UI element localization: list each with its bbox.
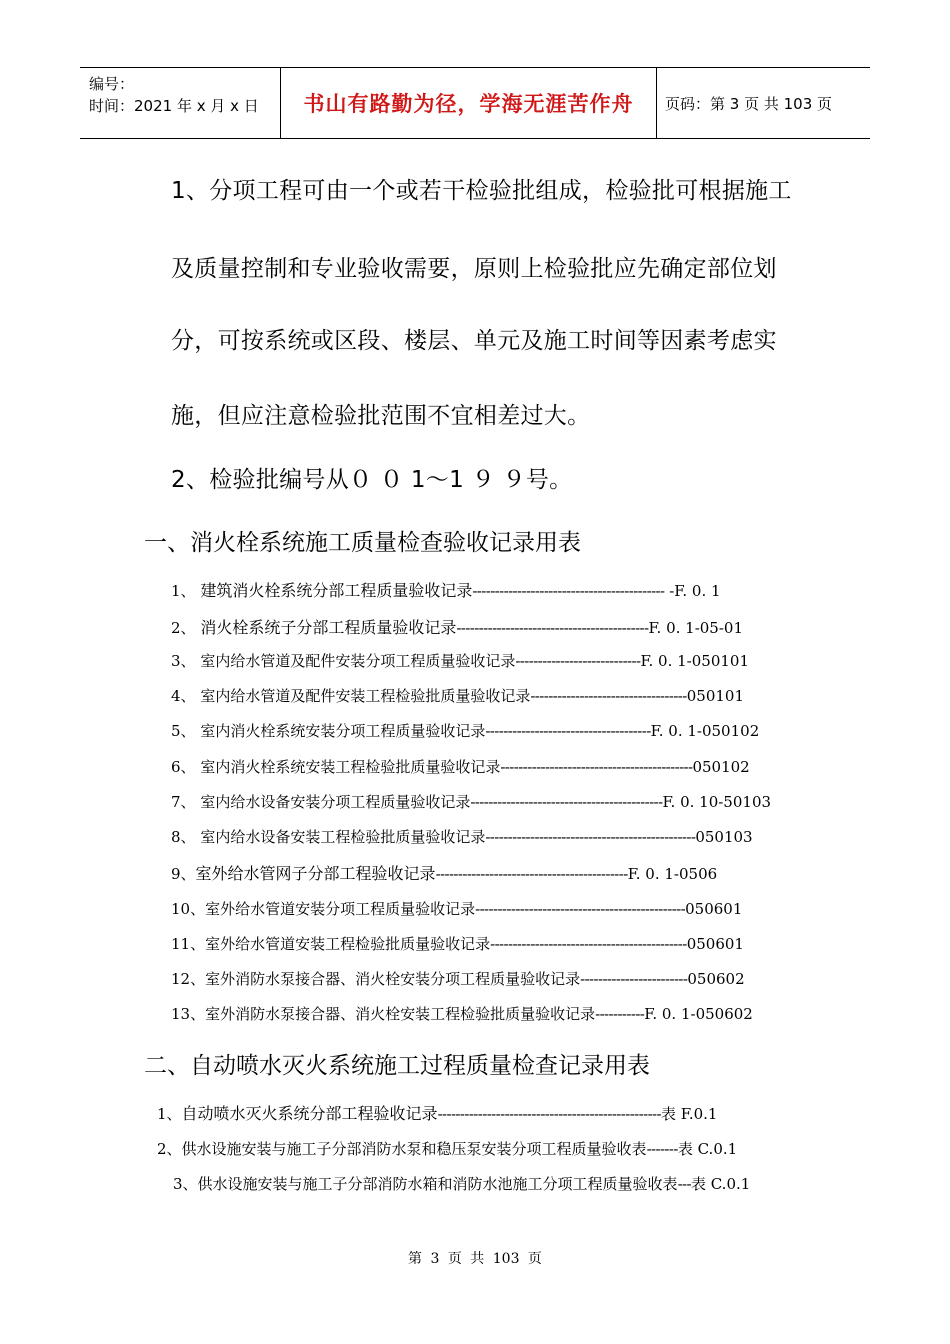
toc-entry-dots: ------------------------------------------- [470,793,663,811]
toc-entry-dots: ------------------------------------- [485,722,651,740]
toc-entry [171,791,771,812]
toc-entry-number: 3、 [173,1175,198,1193]
toc-entry-title: 建筑消火栓系统分部工程质量验收记录 [200,581,473,600]
section-2-title: 二、自动喷水灭火系统施工过程质量检查记录用表 [144,1053,650,1079]
toc-entry-number: 10、 [171,900,206,918]
toc-entry-code: 050101 [686,687,744,705]
header-left-cell [80,68,281,138]
toc-entry [171,650,749,671]
toc-entry-dots: ------------------------------------------- [456,619,649,637]
toc-entry [171,898,742,919]
toc-entry-title: 室外消防水泵接合器、消火栓安装分项工程质量验收记录 [205,970,581,988]
toc-entry-dots: -------------------------------------------------- [437,1105,661,1123]
toc-entry-code: F. 0. 1-050101 [640,652,750,670]
toc-entry-title: 室内给水设备安装分项工程质量验收记录 [200,793,471,811]
toc-entry [171,615,743,638]
document-time-label: 时间：2021 年 x 月 x 日 [89,97,259,115]
toc-entry-dots: ----------------------------------------------- [485,828,696,846]
toc-entry [171,968,745,989]
toc-entry-dots: ------------------------------------------- [435,865,628,883]
toc-entry [173,1173,750,1194]
toc-entry-code: 050602 [687,970,745,988]
toc-entry-dots: ------- [646,1140,678,1158]
toc-entry-code: F. 0. 1-050102 [650,722,760,740]
toc-entry-title: 室外给水管网子分部工程验收记录 [195,864,436,883]
toc-entry-number: 3、 [171,652,201,670]
toc-entry-dots: -------------------------------------------- [490,935,687,953]
toc-entry-number: 9、 [171,865,196,883]
page-footer: 第 3 页 共 103 页 [408,1251,542,1267]
header-motto: 书山有路勤为径，学海无涯苦作舟 [303,92,634,116]
toc-entry-number: 4、 [171,687,201,705]
toc-entry-title: 室内给水管道及配件安装分项工程质量验收记录 [200,652,516,670]
toc-entry-title: 室内消火栓系统安装工程检验批质量验收记录 [200,758,501,776]
toc-entry [171,685,744,706]
toc-entry-number: 1、 [171,582,201,600]
toc-entry-number: 6、 [171,758,201,776]
toc-entry-title: 室外消防水泵接合器、消火栓安装工程检验批质量验收记录 [205,1005,596,1023]
page-header [80,67,870,139]
toc-entry-number: 12、 [171,970,206,988]
toc-entry-code: 050601 [686,935,744,953]
toc-entry [171,578,721,601]
toc-entry [171,720,759,741]
toc-entry-number: 8、 [171,828,201,846]
paragraph-1-line-1: 1、分项工程可由一个或若干检验批组成，检验批可根据施工 [171,178,792,204]
toc-entry-dots: --- [677,1175,691,1193]
toc-entry-code: 表 C.0.1 [677,1140,738,1158]
header-middle-cell [281,68,657,138]
toc-entry [171,861,717,884]
paragraph-1-line-2: 及质量控制和专业验收需要，原则上检验批应先确定部位划 [171,256,777,282]
toc-entry-code: F. 0. 1-050602 [644,1005,753,1023]
toc-entry-dots: ----------- [595,1005,645,1023]
toc-entry-number: 1、 [157,1105,182,1123]
toc-entry-title: 室内给水管道及配件安装工程检验批质量验收记录 [200,687,531,705]
toc-entry-title: 自动喷水灭火系统分部工程验收记录 [181,1104,438,1123]
toc-entry-code: 表 C.0.1 [690,1175,751,1193]
toc-entry-number: 11、 [171,935,206,953]
toc-entry [171,826,753,847]
toc-entry-code: -F. 0. 1 [664,582,721,600]
toc-entry-title: 消火栓系统子分部工程质量验收记录 [200,618,457,637]
toc-entry-code: F. 0. 1-0506 [627,865,718,883]
header-right-cell [657,68,870,138]
toc-entry-number: 13、 [171,1005,206,1023]
paragraph-1-line-3: 分，可按系统或区段、楼层、单元及施工时间等因素考虑实 [171,328,777,354]
toc-entry-dots: ------------------------------------------- [472,582,665,600]
paragraph-2: 2、检验批编号从０ ０ 1～1 ９ ９号。 [171,467,573,493]
toc-entry-code: F. 0. 1-05-01 [648,619,744,637]
toc-entry-code: 050103 [695,828,753,846]
toc-entry-code: F. 0. 10-50103 [662,793,772,811]
toc-entry-dots: ----------------------------------------------- [475,900,686,918]
toc-entry-number: 2、 [157,1140,182,1158]
toc-entry-title: 室外给水管道安装分项工程质量验收记录 [205,900,476,918]
toc-entry [171,933,744,954]
toc-entry-title: 供水设施安装与施工子分部消防水箱和消防水池施工分项工程质量验收表 [197,1175,678,1193]
toc-entry-dots: ------------------------------------------- [500,758,693,776]
toc-entry-dots: ----------------------------------- [530,687,687,705]
section-1-title: 一、消火栓系统施工质量检查验收记录用表 [144,530,581,556]
paragraph-1-line-4: 施，但应注意检验批范围不宜相差过大。 [171,403,591,429]
toc-entry-dots: ---------------------------- [515,652,641,670]
document-number-label: 编号： [89,75,135,93]
toc-entry [157,1101,717,1124]
toc-entry-title: 室内给水设备安装工程检验批质量验收记录 [200,828,486,846]
toc-entry [171,756,750,777]
header-page-info: 页码：第 3 页 共 103 页 [665,94,833,113]
toc-entry [157,1138,737,1159]
toc-entry-number: 5、 [171,722,201,740]
toc-entry-code: 表 F.0.1 [660,1105,718,1123]
toc-entry-code: 050102 [692,758,750,776]
toc-entry-title: 供水设施安装与施工子分部消防水泵和稳压泵安装分项工程质量验收表 [181,1140,647,1158]
toc-entry-number: 2、 [171,619,201,637]
toc-entry [171,1003,753,1024]
toc-entry-title: 室外给水管道安装工程检验批质量验收记录 [205,935,491,953]
toc-entry-number: 7、 [171,793,201,811]
toc-entry-code: 050601 [685,900,743,918]
toc-entry-title: 室内消火栓系统安装分项工程质量验收记录 [200,722,486,740]
toc-entry-dots: ------------------------ [580,970,688,988]
